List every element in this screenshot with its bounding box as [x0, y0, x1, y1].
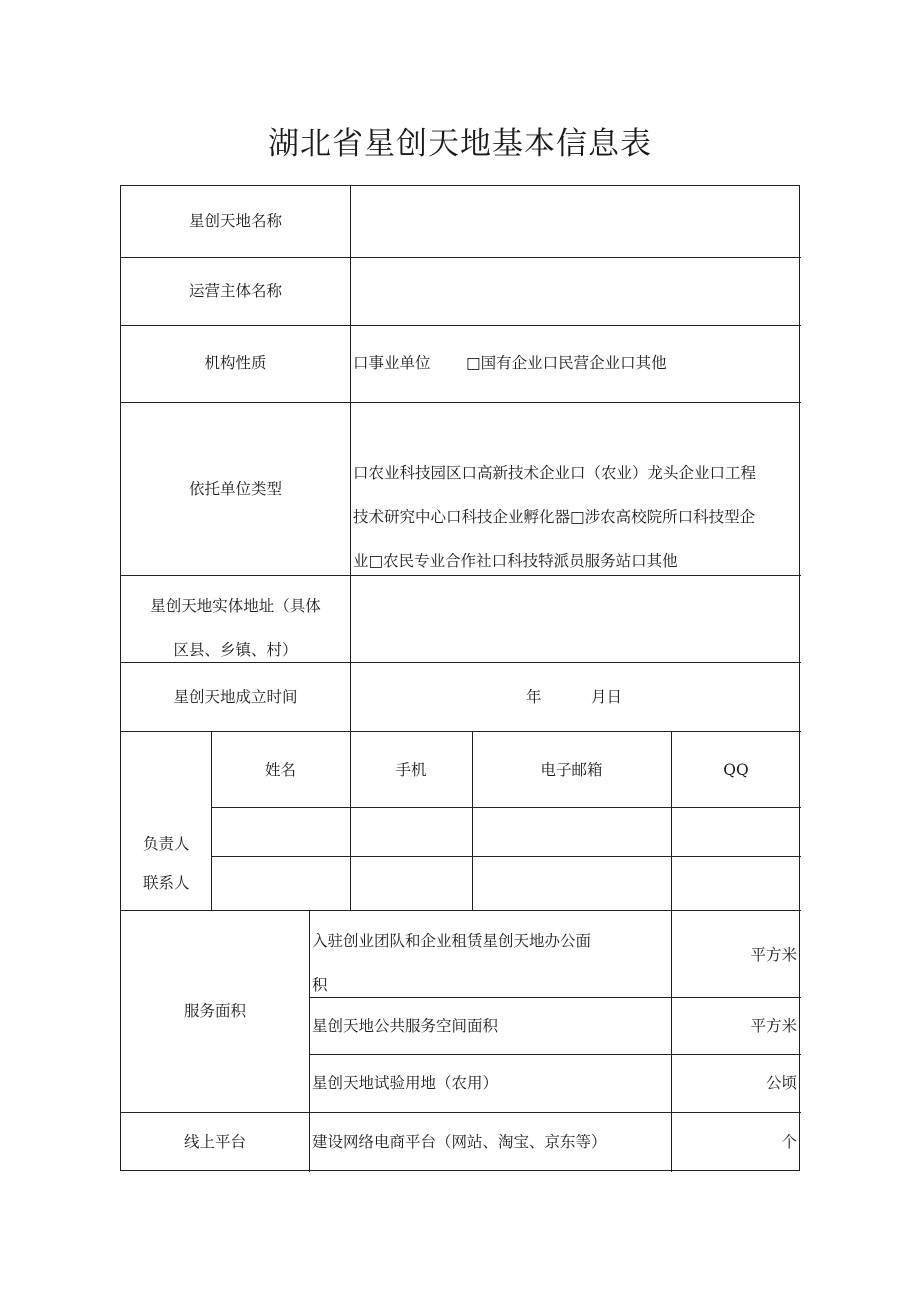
service-area-item-3: 星创天地试验用地（农用） — [312, 1074, 499, 1092]
nature-option-public[interactable]: 口事业单位 — [353, 354, 431, 372]
established-year: 年 — [526, 688, 542, 706]
contact-header-phone: 手机 — [395, 761, 427, 779]
service-area-item-3-unit: 公顷 — [765, 1074, 797, 1092]
service-area-item-2-unit: 平方米 — [750, 1017, 797, 1035]
contact-header-name: 姓名 — [264, 761, 296, 779]
nature-label: 机构性质 — [204, 354, 267, 372]
contact-row-leader-cells[interactable] — [212, 808, 801, 856]
address-label-line-1: 星创天地实体地址（具体 — [150, 597, 321, 615]
address-input-cell[interactable] — [351, 576, 801, 662]
contact-row-leader-label: 负责人 — [143, 835, 190, 853]
address-label-line-2: 区县、乡镇、村） — [173, 641, 298, 659]
established-label: 星创天地成立时间 — [173, 688, 298, 706]
host-type-label: 依托单位类型 — [188, 480, 282, 498]
host-type-options-line-1[interactable]: 口农业科技园区口高新技术企业口（农业）龙头企业口工程 — [353, 464, 757, 482]
contact-header-email: 电子邮箱 — [540, 761, 603, 779]
operator-label: 运营主体名称 — [188, 282, 282, 300]
info-form-table — [120, 185, 800, 1171]
online-platform-unit: 个 — [781, 1133, 797, 1151]
online-platform-item: 建设网络电商平台（网站、淘宝、京东等） — [312, 1133, 607, 1151]
service-area-item-1-line-1: 入驻创业团队和企业租赁星创天地办公面 — [312, 932, 592, 950]
name-input-cell[interactable] — [351, 186, 801, 257]
host-type-options-line-3[interactable]: 业□农民专业合作社口科技特派员服务站口其他 — [353, 552, 678, 570]
contact-header-qq: QQ — [723, 761, 749, 779]
nature-option-enterprise[interactable]: □国有企业口民营企业口其他 — [466, 354, 667, 372]
online-platform-label: 线上平台 — [183, 1133, 246, 1151]
contact-row-contact-cells[interactable] — [212, 857, 801, 910]
service-area-item-1-unit: 平方米 — [750, 946, 797, 964]
contact-row-contact-label: 联系人 — [143, 874, 190, 892]
page-title: 湖北省星创天地基本信息表 — [268, 126, 652, 162]
service-area-label: 服务面积 — [183, 1002, 246, 1020]
operator-input-cell[interactable] — [351, 258, 801, 325]
host-type-options-line-2[interactable]: 技术研究中心口科技企业孵化器□涉农高校院所口科技型企 — [353, 508, 756, 526]
service-area-item-1-line-2: 积 — [312, 976, 328, 994]
service-area-item-2: 星创天地公共服务空间面积 — [312, 1017, 499, 1035]
name-label: 星创天地名称 — [188, 212, 282, 230]
established-month-day: 月日 — [591, 688, 623, 706]
